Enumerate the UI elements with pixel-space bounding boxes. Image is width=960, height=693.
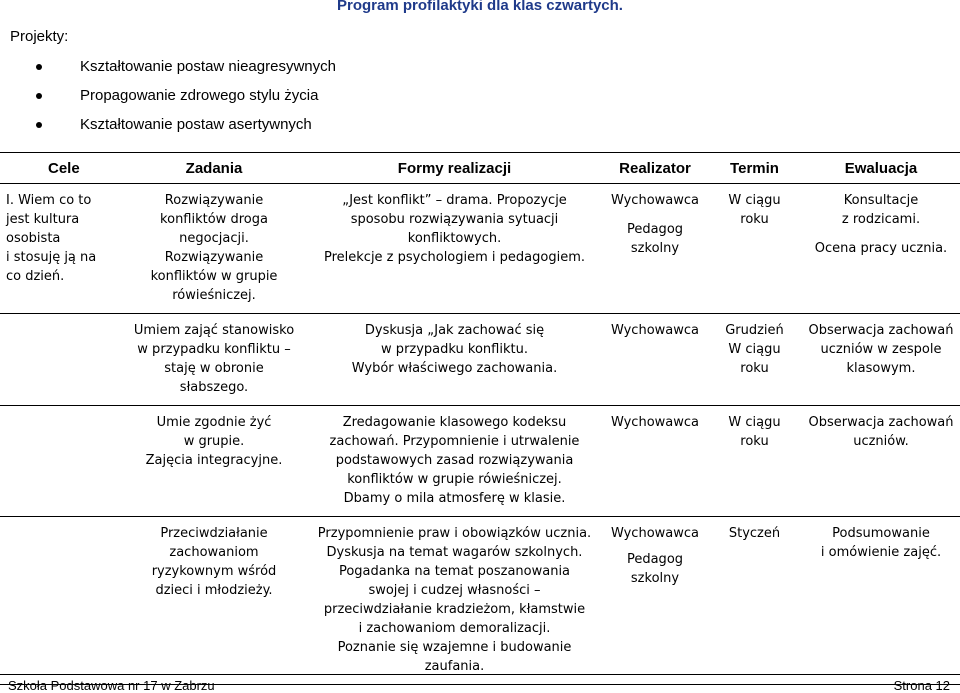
bullet-icon [36,93,42,99]
cell-line: i stosuję ją na [6,250,97,265]
cell-formy [306,314,603,406]
cell-line: Dyskusja „Jak zachować się [364,323,545,338]
cell-termin [707,406,802,517]
cell-line: Wychowawca [610,415,699,430]
cell-line: I. Wiem co to [6,193,92,208]
cell-line: ryzykownym wśród [151,564,277,579]
cell-line: Dyskusja na temat wagarów szkolnych. [326,545,583,560]
cell-formy [306,406,603,517]
cell-line: Rozwiązywanie [164,250,264,265]
cell-line: Pogadanka na temat poszanowania [338,564,571,579]
cell-termin [707,314,802,406]
cell-line: Wybór właściwego zachowania. [351,361,558,376]
project-item: Propagowanie zdrowego stylu życia [80,87,319,104]
cell-line: roku [740,361,769,376]
cell-line: podstawowych zasad rozwiązywania [335,453,574,468]
footer-page-number: Strona 12 [893,678,950,693]
cell-zadania [122,314,306,406]
cell-line: swojej i cudzej własności – [368,583,541,598]
cell-line: Obserwacja zachowań [808,323,954,338]
cell-line: zachowaniom [169,545,259,560]
column-header: Formy realizacji [306,153,603,184]
cell-line: Podsumowanie [832,526,930,541]
cell-line: konfliktów w grupie [150,269,278,284]
footer-divider [0,674,960,675]
cell-line: roku [740,212,769,227]
list-item [36,86,336,115]
cell-cele [0,314,122,406]
cell-line: roku [740,434,769,449]
cell-ewaluacja [802,406,960,517]
table-row [0,314,960,406]
cell-line: uczniów w zespole [820,342,942,357]
column-header: Termin [707,153,802,184]
cell-line: Grudzień [725,323,784,338]
table-header-row [0,153,960,184]
projects-label: Projekty: [10,28,69,45]
cell-cele [0,517,122,685]
cell-ewaluacja [802,314,960,406]
cell-line: osobista [6,231,61,246]
cell-line: co dzień. [6,269,65,284]
cell-line: Zajęcia integracyjne. [145,453,283,468]
footer-school-name: Szkoła Podstawowa nr 17 w Zabrzu [8,678,215,693]
column-header: Ewaluacja [802,153,960,184]
cell-zadania [122,184,306,314]
cell-cele [0,406,122,517]
projects-list [36,57,336,144]
table-row [0,184,960,314]
column-header: Cele [0,153,122,184]
cell-line: Poznanie się wzajemne i budowanie [337,640,572,655]
cell-realizator [603,406,707,517]
cell-line: Umiem zająć stanowisko [133,323,295,338]
cell-formy [306,517,603,685]
cell-cele [0,184,122,314]
cell-line: jest kultura [6,212,80,227]
cell-line: Wychowawca [610,526,699,541]
cell-line: Wychowawca [610,323,699,338]
cell-line: Prelekcje z psychologiem i pedagogiem. [323,250,585,265]
cell-line: z rodzicami. [841,212,921,227]
cell-line: dzieci i młodzieży. [155,583,273,598]
cell-line: Zredagowanie klasowego kodeksu [342,415,567,430]
cell-line: Pedagog szkolny [626,552,684,586]
cell-line: Dbamy o mila atmosferę w klasie. [343,491,566,506]
cell-line: „Jest konflikt” – drama. Propozycje [342,193,567,208]
cell-zadania [122,517,306,685]
cell-termin [707,517,802,685]
cell-line: w przypadku konfliktu. [381,342,528,357]
cell-line: W ciągu [728,193,781,208]
cell-line: zaufania. [424,659,485,674]
cell-line: zachowań. Przypomnienie i utrwalenie [329,434,580,449]
cell-line: konfliktów droga [160,212,268,227]
cell-line: sposobu rozwiązywania sytuacji [350,212,559,227]
cell-line: W ciągu [728,415,781,430]
cell-line: staję w obronie [164,361,264,376]
cell-line: przeciwdziałanie kradzieżom, kłamstwie [323,602,586,617]
cell-line: i omówienie zajęć. [820,545,942,560]
cell-realizator [603,184,707,314]
cell-line: Rozwiązywanie [164,193,264,208]
cell-termin [707,184,802,314]
cell-zadania [122,406,306,517]
cell-line: Obserwacja zachowań [808,415,954,430]
cell-realizator [603,517,707,685]
cell-line: klasowym. [846,361,916,376]
cell-line: Przypomnienie praw i obowiązków ucznia. [317,526,592,541]
page-title: Program profilaktyki dla klas czwartych. [337,0,623,14]
column-header: Realizator [603,153,707,184]
cell-line: Wychowawca [610,193,699,208]
column-header: Zadania [122,153,306,184]
cell-line: negocjacji. [179,231,249,246]
cell-line: konfliktów w grupie rówieśniczej. [347,472,562,487]
cell-formy [306,184,603,314]
cell-line: Styczeń [728,526,781,541]
cell-line: konfliktowych. [407,231,502,246]
cell-ewaluacja [802,184,960,314]
cell-line: Pedagog szkolny [626,222,684,256]
cell-line: Przeciwdziałanie [160,526,268,541]
bullet-icon [36,122,42,128]
cell-line: rówieśniczej. [172,288,256,303]
cell-line: i zachowaniom demoralizacji. [358,621,551,636]
project-item: Kształtowanie postaw asertywnych [80,116,312,133]
cell-line: uczniów. [853,434,909,449]
cell-realizator [603,314,707,406]
cell-line: Ocena pracy ucznia. [814,241,948,256]
cell-line: W ciągu [728,342,781,357]
project-item: Kształtowanie postaw nieagresywnych [80,58,336,75]
bullet-icon [36,64,42,70]
cell-line: w grupie. [183,434,245,449]
table-row [0,517,960,685]
cell-ewaluacja [802,517,960,685]
cell-line: Konsultacje [843,193,919,208]
program-table [0,152,960,685]
list-item [36,57,336,86]
cell-line: Umie zgodnie żyć [156,415,272,430]
cell-line: w przypadku konfliktu – [137,342,291,357]
list-item [36,115,336,144]
cell-line: słabszego. [179,380,249,395]
table-row [0,406,960,517]
